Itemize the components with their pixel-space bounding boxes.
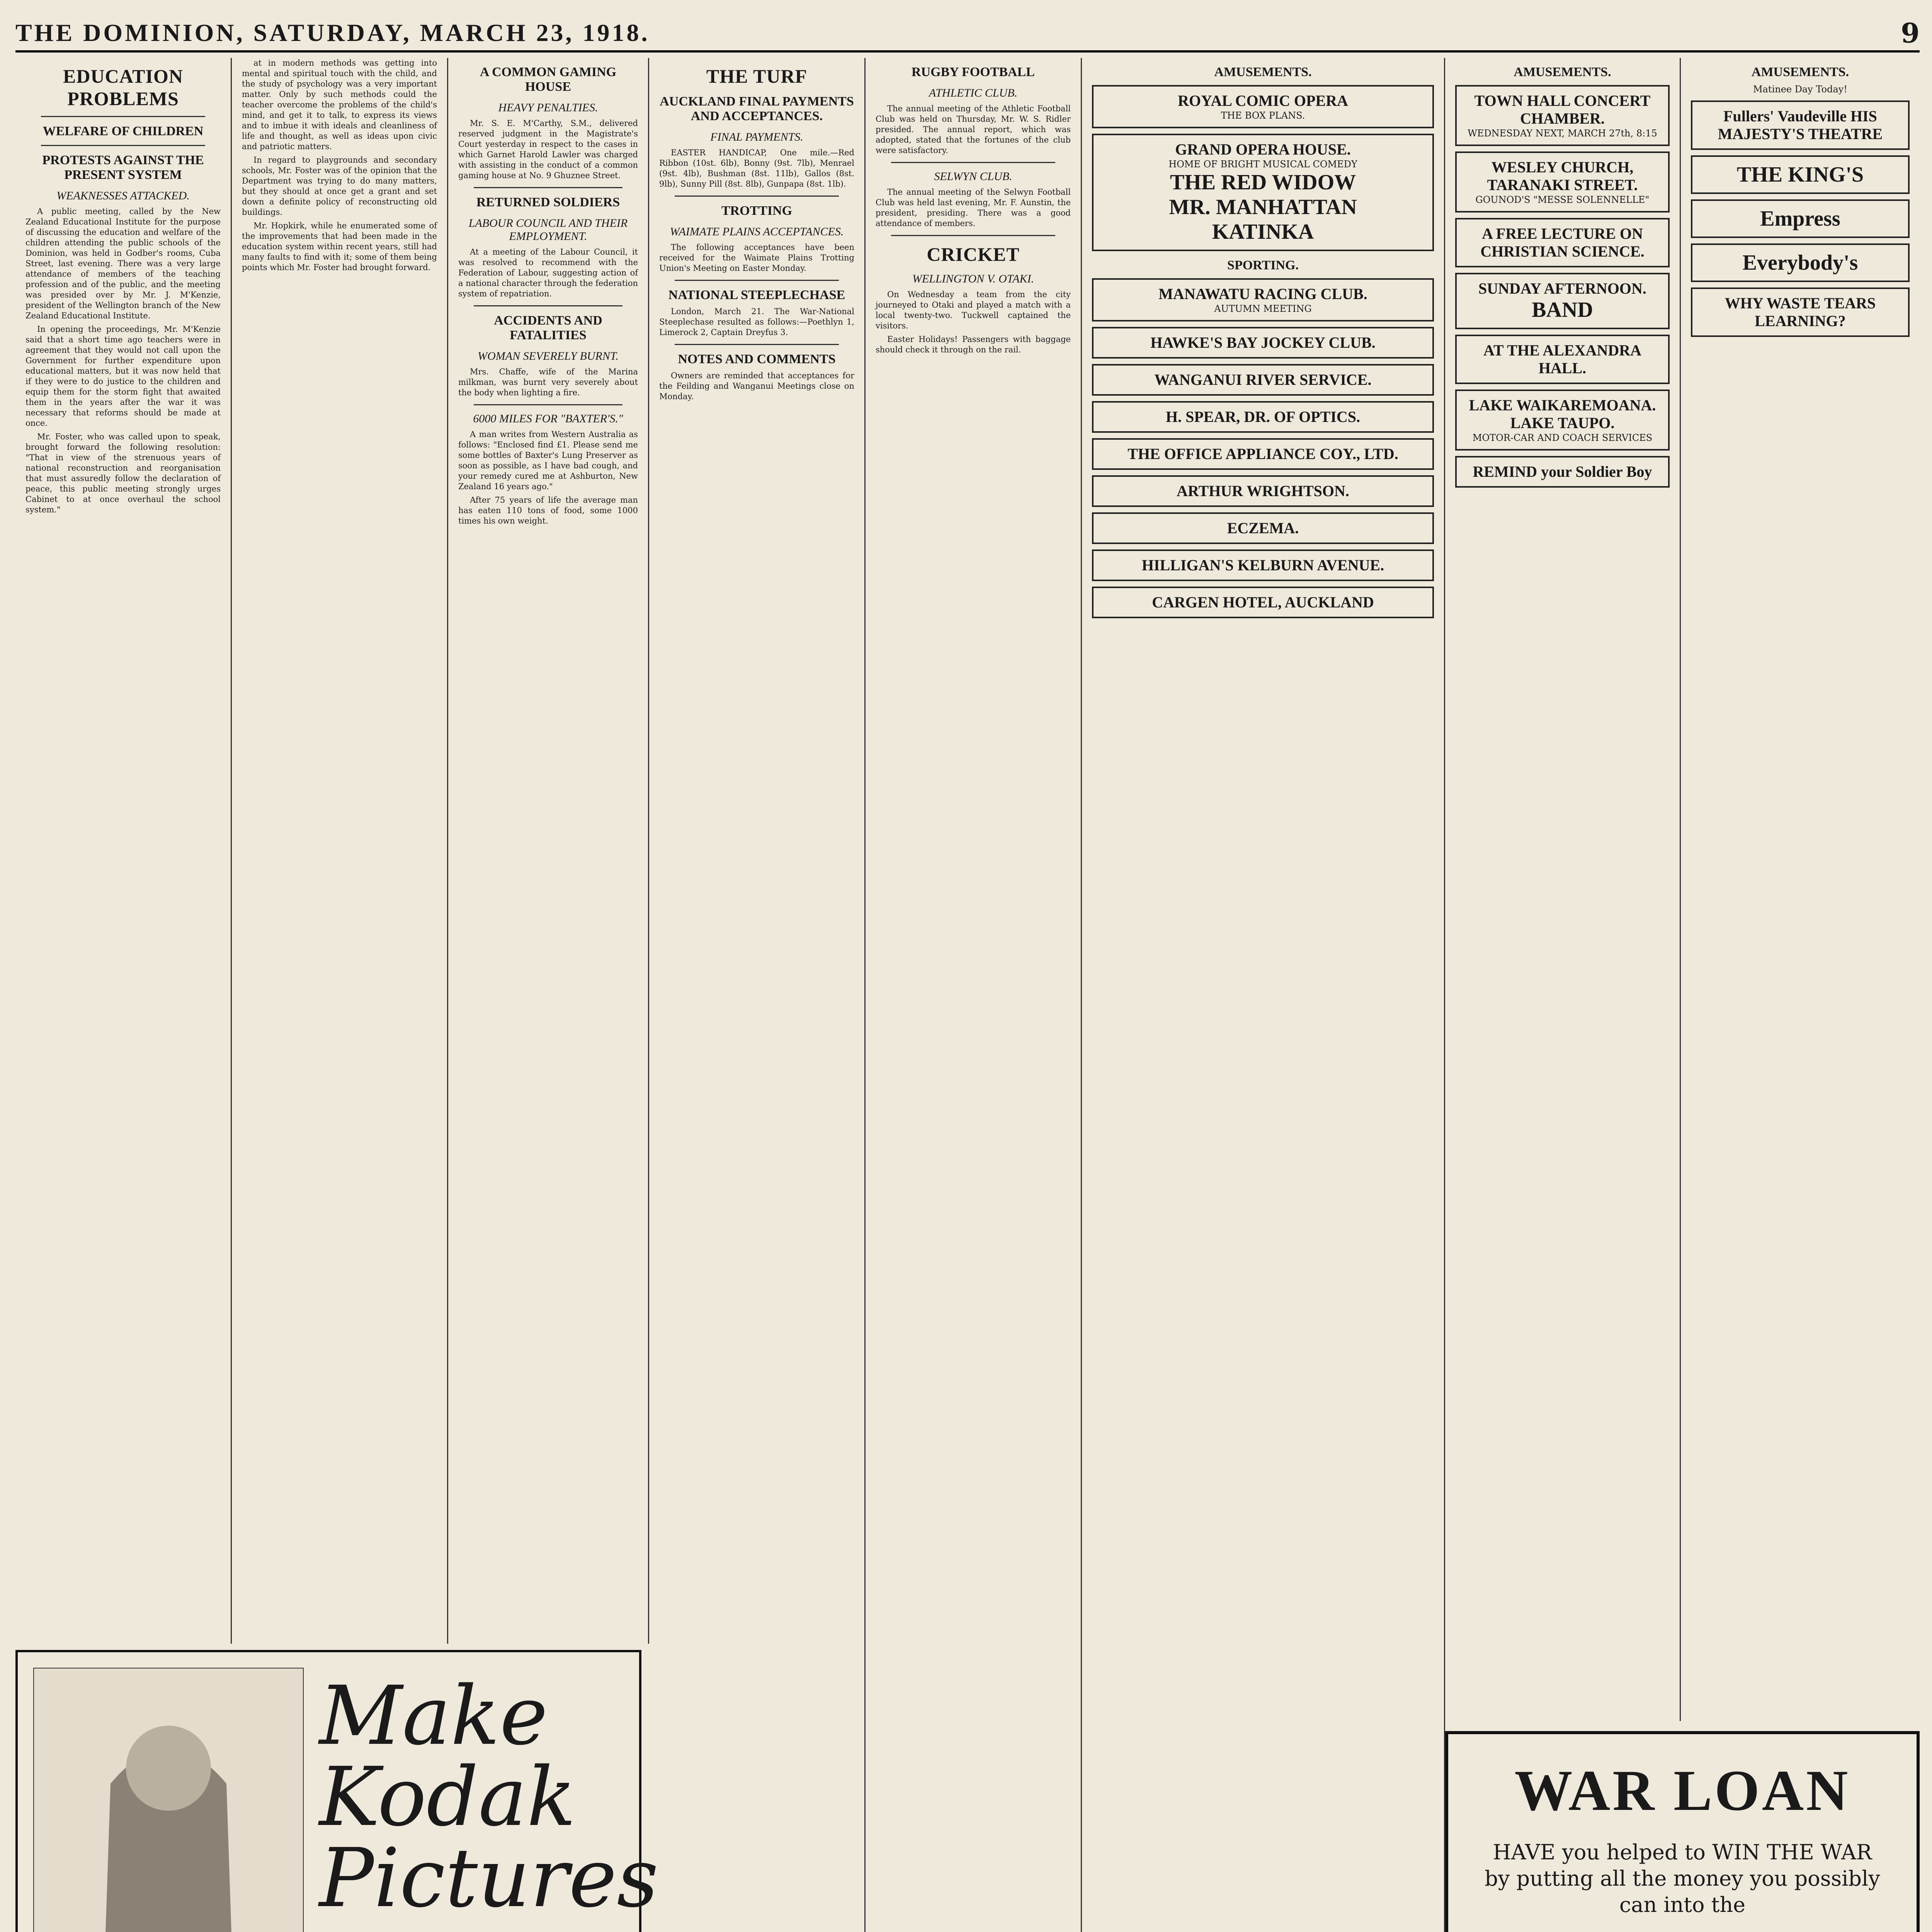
divider (675, 344, 839, 345)
masthead-title: THE DOMINION, SATURDAY, MARCH 23, 1918. (15, 19, 650, 46)
ad-title: Fullers' Vaudeville HIS MAJESTY'S THEATRE (1718, 107, 1883, 143)
column-education-cont (232, 58, 448, 1644)
accidents-subheading: WOMAN SEVERELY BURNT. (478, 350, 619, 362)
article-paragraph: At a meeting of the Labour Council, it was resolved to recommend with the Federation of Labour, suggesting action of a national character through the federation system of repatriation. (458, 247, 638, 298)
column-turf (649, 58, 866, 1932)
ad-cargen-hotel (1092, 587, 1434, 618)
ad-office-appliance (1092, 438, 1434, 470)
divider (675, 196, 839, 197)
article-paragraph: EASTER HANDICAP, One mile.—Red Ribbon (10st. 6lb), Bonny (9st. 7lb), Menrael (9st. 4lb), Bushman (8st. 11lb), Gallos (8st. 9lb), Sunny Pill (8st. 8lb), Gunpapa (8st. 1lb). (659, 148, 854, 189)
masthead (15, 15, 1920, 53)
football-subheading: ATHLETIC CLUB. (929, 87, 1017, 99)
ad-soldier-boy (1455, 456, 1670, 488)
ad-title: HAWKE'S BAY JOCKEY CLUB. (1150, 334, 1376, 351)
soldiers-heading: RETURNED SOLDIERS (476, 195, 620, 209)
ad-royal-comic-opera (1092, 85, 1434, 128)
divider (474, 404, 622, 405)
column-football (866, 58, 1082, 1932)
article-paragraph: A public meeting, called by the New Zealand Educational Institute for the purpose of discussing the education and welfare of the children attending the public schools of the Dominion, was held in Godber's rooms, Cuba Street, last evening. There was a very large attendance of members of the teaching profession and of the public, and the meeting was presided over by Mr. J. M'Kenzie, president of the Wellington branch of the New Zealand Educational Institute. (26, 207, 221, 320)
ad-eczema (1092, 512, 1434, 544)
ad-line: WEDNESDAY NEXT, MARCH 27th, 8:15 (1468, 128, 1657, 139)
war-loan-title: WAR LOAN (1514, 1759, 1850, 1823)
ad-title: ARTHUR WRIGHTSON. (1177, 482, 1349, 500)
kodak-advertisement (15, 1650, 659, 1932)
ad-his-majestys (1691, 100, 1910, 150)
ad-title: MR. MANHATTAN (1169, 195, 1357, 219)
ad-title: MANAWATU RACING CLUB. (1158, 285, 1367, 303)
article-paragraph: In opening the proceedings, Mr. M'Kenzie said that a short time ago teachers were in agreement that they would not call upon the Government for further expenditure upon educational matters, but it was now held that if they were to do justice to the children and equip them for the storm fight that awaited them in the years after the war it was necessary that reforms should be made at once. (26, 325, 221, 428)
ad-title: HILLIGAN'S KELBURN AVENUE. (1141, 556, 1384, 574)
ad-grand-opera-house (1092, 134, 1434, 251)
article-paragraph: Owners are reminded that acceptances for the Feilding and Wanganui Meetings close on Monday. (659, 371, 854, 401)
divider (41, 116, 205, 117)
ad-wesley-church (1455, 151, 1670, 213)
ad-empress (1691, 199, 1910, 238)
ad-lake-waikaremoana (1455, 389, 1670, 451)
steeplechase-heading: NATIONAL STEEPLECHASE (668, 288, 845, 302)
amusements-heading: AMUSEMENTS. (1751, 65, 1849, 79)
article-paragraph: Easter Holidays! Passengers with baggage should check it through on the rail. (876, 335, 1071, 354)
divider (675, 280, 839, 281)
turf-subheading-2: FINAL PAYMENTS. (710, 131, 803, 143)
ad-title: TOWN HALL CONCERT CHAMBER. (1474, 92, 1651, 127)
ad-title: WESLEY CHURCH, TARANAKI STREET. (1487, 158, 1638, 194)
ad-title: BAND (1532, 298, 1593, 322)
article-paragraph: In regard to playgrounds and secondary schools, Mr. Foster was of the opinion that the Department was trying to do many matters, but they should at once get a grant and set down a definite policy of reconstructing old buildings. (242, 155, 437, 217)
article-paragraph: London, March 21. The War-National Steeplechase resulted as follows:—Poethlyn 1, Limerock 2, Captain Dreyfus 3. (659, 307, 854, 337)
ad-title: GRAND OPERA HOUSE. (1175, 141, 1351, 158)
education-subheading: WELFARE OF CHILDREN (43, 124, 204, 138)
accidents-heading: ACCIDENTS AND FATALITIES (494, 313, 602, 342)
divider (474, 187, 622, 188)
ad-line: MOTOR-CAR AND COACH SERVICES (1472, 432, 1653, 443)
ad-sunday-afternoon (1455, 273, 1670, 329)
gaming-subheading: HEAVY PENALTIES. (498, 101, 598, 114)
ad-line: GOUNOD'S "MESSE SOLENNELLE" (1475, 194, 1650, 205)
column-amusements-1 (1082, 58, 1445, 1932)
amusements-heading: AMUSEMENTS. (1214, 65, 1312, 79)
trotting-heading: TROTTING (721, 204, 793, 218)
ad-title: H. SPEAR, DR. OF OPTICS. (1165, 408, 1360, 425)
ad-title: REMIND your Soldier Boy (1473, 463, 1652, 480)
ad-hawkes-bay (1092, 327, 1434, 359)
ad-learning (1691, 287, 1910, 337)
divider (41, 145, 205, 146)
cricket-heading: CRICKET (927, 243, 1020, 265)
war-loan-line: HAVE you helped to WIN THE WAR by putting all the money you possibly can into the (1485, 1840, 1880, 1917)
ad-title: THE KING'S (1736, 163, 1864, 187)
ad-the-kings (1691, 155, 1910, 194)
article-paragraph: On Wednesday a team from the city journeyed to Otaki and played a match with a local twenty-two. Tuckwell captained the visitors. (876, 290, 1071, 330)
ad-title: THE OFFICE APPLIANCE COY., LTD. (1128, 445, 1398, 463)
turf-heading: THE TURF (706, 65, 808, 87)
ad-title: KATINKA (1212, 220, 1314, 244)
ad-wanganui-river (1092, 364, 1434, 396)
ad-alexandra-hall (1455, 335, 1670, 384)
ad-spear-optics (1092, 401, 1434, 433)
ad-title: WHY WASTE TEARS LEARNING? (1725, 294, 1876, 330)
ad-town-hall (1455, 85, 1670, 146)
sporting-heading: SPORTING. (1227, 258, 1299, 272)
ad-title: ECZEMA. (1227, 519, 1299, 537)
column-amusements-2 (1445, 58, 1681, 1721)
amusements-heading: AMUSEMENTS. (1514, 65, 1611, 79)
kodak-illustration (33, 1668, 304, 1932)
ad-everybodys (1691, 243, 1910, 282)
ad-line: Matinee Day Today! (1753, 84, 1847, 95)
divider (891, 235, 1055, 236)
ad-title: THE RED WIDOW (1170, 170, 1356, 194)
gaming-heading: A COMMON GAMING HOUSE (480, 65, 617, 94)
baxters-heading: 6000 MILES FOR "BAXTER'S." (473, 412, 623, 425)
divider (474, 305, 622, 306)
divider (891, 162, 1055, 163)
ad-line: HOME OF BRIGHT MUSICAL COMEDY (1168, 159, 1357, 170)
education-subheading-3: WEAKNESSES ATTACKED. (56, 189, 190, 202)
ad-title: SUNDAY AFTERNOON. (1478, 280, 1646, 297)
ad-wrightson (1092, 475, 1434, 507)
ad-title: A FREE LECTURE ON CHRISTIAN SCIENCE. (1480, 225, 1645, 260)
article-paragraph: Mr. Hopkirk, while he enumerated some of the improvements that had been made in the education system within recent years, still had many faults to find with it; some of them being points which Mr. Foster had brought forward. (242, 221, 437, 272)
ad-christian-science (1455, 218, 1670, 267)
cricket-subheading: WELLINGTON V. OTAKI. (912, 272, 1034, 285)
kodak-headline: Make Kodak Pictures (319, 1668, 659, 1925)
column-amusements-3 (1681, 58, 1920, 1721)
column-education (15, 58, 232, 1644)
ad-title: LAKE WAIKAREMOANA. LAKE TAUPO. (1469, 396, 1656, 432)
ad-manawatu (1092, 278, 1434, 321)
article-paragraph: at in modern methods was getting into mental and spiritual touch with the child, and the study of psychology was a very important matter. Only by such methods could the teacher overcome the problems of the child's mind, and get it to talk, to express its views and to imbue it with ideals and cleanliness of life and thought, as well as ideas upon civic and patriotic matters. (242, 58, 437, 151)
turf-subheading: AUCKLAND FINAL PAYMENTS AND ACCEPTANCES. (660, 94, 854, 123)
ad-line: THE BOX PLANS. (1221, 110, 1305, 121)
ad-title: Everybody's (1742, 251, 1858, 275)
article-paragraph: Mr. Foster, who was called upon to speak, brought forward the following resolution: "That in view of the strenuous years of national reconstruction and reorganisation that must assuredly follow the declaration of peace, this public meeting strongly urges Cabinet to at once overhaul the school system." (26, 432, 221, 514)
article-paragraph: The following acceptances have been received for the Waimate Plains Trotting Union's Meeting on Easter Monday. (659, 243, 854, 273)
trotting-subheading: WAIMATE PLAINS ACCEPTANCES. (670, 225, 844, 238)
ad-title: Empress (1760, 207, 1840, 231)
education-subheading-2: PROTESTS AGAINST THE PRESENT SYSTEM (42, 153, 204, 182)
ad-title: CARGEN HOTEL, AUCKLAND (1152, 594, 1374, 611)
selwyn-heading: SELWYN CLUB. (934, 170, 1012, 183)
ad-title: AT THE ALEXANDRA HALL. (1483, 342, 1641, 377)
article-paragraph: After 75 years of life the average man has eaten 110 tons of food, some 1000 times his own weight. (458, 495, 638, 526)
article-paragraph: Mrs. Chaffe, wife of the Marina milkman, was burnt very severely about the body when lighting a fire. (458, 367, 638, 397)
newspaper-page (15, 15, 1920, 1932)
ad-line: AUTUMN MEETING (1214, 303, 1312, 314)
article-paragraph: The annual meeting of the Selwyn Football Club was held last evening, Mr. F. Aunstin, the president, presiding. There was a good attendance of members. (876, 187, 1071, 228)
ad-hilligans (1092, 549, 1434, 581)
article-paragraph: A man writes from Western Australia as follows: "Enclosed find £1. Please send me some bottles of Baxter's Lung Preserver as soon as possible, as I have bad cough, and your remedy cured me at Ashburton, New Zealand 16 years ago." (458, 430, 638, 491)
soldiers-subheading: LABOUR COUNCIL AND THEIR EMPLOYMENT. (468, 217, 628, 243)
education-heading: EDUCATION PROBLEMS (63, 65, 183, 109)
ad-title: ROYAL COMIC OPERA (1178, 92, 1348, 109)
article-paragraph: Mr. S. E. M'Carthy, S.M., delivered reserved judgment in the Magistrate's Court yesterday in respect to the cases in which Garnet Harold Lawler was charged with assisting in the conduct of a common gaming house at No. 9 Ghuznee Street. (458, 119, 638, 180)
ad-title: WANGANUI RIVER SERVICE. (1154, 371, 1372, 388)
page-number: 9 (1901, 17, 1920, 49)
football-heading: RUGBY FOOTBALL (912, 65, 1035, 79)
column-news (448, 58, 649, 1644)
war-loan-advertisement (1445, 1731, 1920, 1932)
notes-heading: NOTES AND COMMENTS (678, 352, 836, 366)
article-paragraph: The annual meeting of the Athletic Football Club was held on Thursday, Mr. W. S. Ridler presided. The annual report, which was adopted, stated that the fortunes of the club were satisfactory. (876, 104, 1071, 155)
